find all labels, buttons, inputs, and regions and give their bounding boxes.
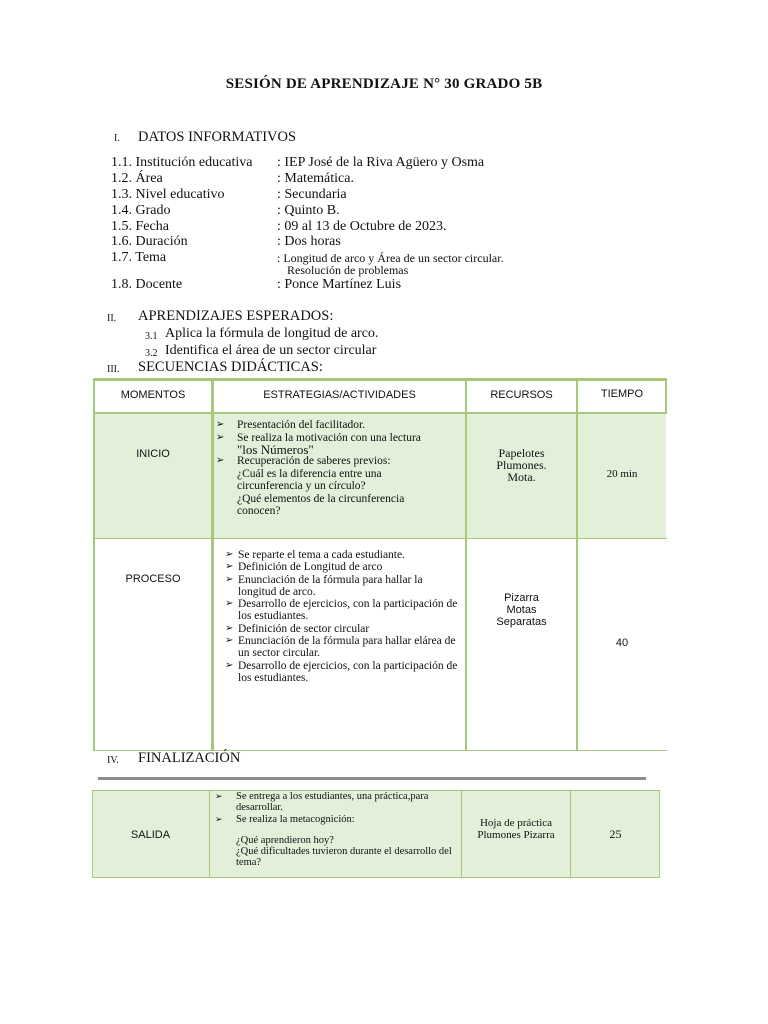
info-label: 1.4. Grado [111,203,171,218]
arrow-bullet-icon: ➢ [225,635,234,647]
momento-proceso: PROCESO [125,573,181,585]
info-label: 1.1. Institución educativa [111,155,253,170]
question-line: conocen? [237,505,281,517]
info-label: 1.7. Tema [111,250,167,265]
info-value: : Secundaria [277,187,347,202]
info-label: 1.5. Fecha [111,219,169,234]
list-item [215,814,459,825]
question-line: ¿Qué dificultades tuvieron durante el desarrollo del tema? [236,846,452,868]
section-4-number: IV. [107,755,119,766]
table-border [93,378,667,381]
activity-text: Se realiza la metacognición: [236,814,355,825]
section-divider [98,777,646,780]
arrow-bullet-icon: ➢ [225,598,234,610]
activity-text: Se realiza la motivación con una lectura [237,431,421,444]
arrow-bullet-icon: ➢ [216,431,225,443]
info-value: : Matemática. [277,171,354,186]
objective-number: 3.1 [145,331,158,342]
activity-text: Presentación del facilitador. [237,419,366,431]
activity-text: Desarrollo de ejercicios, con la participación de los estudiantes. [238,659,458,684]
resource-item: Separatas [496,616,547,628]
header-recursos: RECURSOS [490,389,553,401]
list-item [216,432,461,445]
info-label: 1.3. Nivel educativo [111,187,225,202]
info-value: : 09 al 13 de Octubre de 2023. [277,219,447,234]
activity-text: Enunciación de la fórmula para hallar la longitud de arco. [238,573,423,598]
activity-text: Se entrega a los estudiantes, una práctica,para desarrollar. [236,791,429,813]
list-item [216,455,461,468]
activity-text: Enunciación de la fórmula para hallar elárea de un sector circular. [238,635,456,660]
arrow-bullet-icon: ➢ [215,814,223,824]
section-1-heading: DATOS INFORMATIVOS [138,129,297,145]
table-border [465,378,467,751]
proceso-activities [216,549,461,684]
arrow-bullet-icon: ➢ [225,549,234,560]
table-border [576,378,578,751]
objective-text: Aplica la fórmula de longitud de arco. [165,326,379,341]
inicio-activities [216,419,461,518]
question-line: ¿Cuál es la diferencia entre una [237,467,382,480]
list-item [216,598,461,623]
info-label: 1.2. Área [111,171,163,186]
objective-number: 3.2 [145,348,158,359]
section-2-heading: APRENDIZAJES ESPERADOS: [138,308,334,324]
header-tiempo: TIEMPO [600,388,644,400]
question-line: ¿Qué aprendieron hoy? [236,835,334,846]
section-3-heading: SECUENCIAS DIDÁCTICAS: [138,359,323,375]
momento-salida: SALIDA [130,829,171,841]
activity-text: Definición de sector circular [238,622,370,635]
list-item [216,574,461,599]
list-item [216,635,461,660]
table-border [93,538,667,539]
arrow-bullet-icon: ➢ [216,419,225,430]
question-line: circunferencia y un círculo? [237,480,366,492]
table-border [211,378,214,751]
arrow-bullet-icon: ➢ [216,455,225,466]
list-item [215,791,459,813]
header-momentos: MOMENTOS [120,389,186,401]
list-item [216,660,461,685]
table-border [93,378,95,751]
question-line: ¿Qué elementos de la circunferencia [237,492,405,505]
resource-item: Pizarra [504,592,539,604]
inicio-resources [467,447,576,483]
proceso-resources [467,592,576,628]
lectura-title: "los Números" [237,442,314,457]
resource-item: Plumones. [496,458,547,472]
section-1-number: I. [114,133,120,144]
info-value: : Quinto B. [277,203,340,218]
header-estrategias: ESTRATEGIAS/ACTIVIDADES [263,389,416,401]
info-label: 1.8. Docente [111,277,183,292]
list-item [216,419,461,432]
resource-item: Papelotes [498,446,545,460]
section-4-heading: FINALIZACIÓN [138,750,241,766]
activity-text: Definición de Longitud de arco [238,561,383,574]
resource-item: Mota. [507,470,536,484]
activity-text: Desarrollo de ejercicios, con la participación de los estudiantes. [238,598,458,623]
salida-time: 25 [609,827,622,841]
arrow-bullet-icon: ➢ [215,791,223,801]
table-border [209,790,210,878]
activity-text: Recuperación de saberes previos: [237,455,391,467]
arrow-bullet-icon: ➢ [225,622,234,634]
info-value: : Longitud de arco y Área de un sector circular. [277,251,504,265]
info-value: : Ponce Martínez Luis [277,277,402,292]
page-title: SESIÓN DE APRENDIZAJE N° 30 GRADO 5B [225,76,543,92]
table-border [93,412,667,414]
salida-activities [215,791,459,868]
section-2-number: II. [107,313,117,324]
arrow-bullet-icon: ➢ [225,573,234,585]
inicio-time: 20 min [606,468,638,480]
resource-item: Hoja de práctica [479,817,553,829]
momento-inicio: INICIO [136,448,170,460]
list-item [216,623,461,635]
info-value: : IEP José de la Riva Agüero y Osma [277,155,485,170]
info-value: : Dos horas [277,234,341,249]
list-item [216,549,461,561]
resource-item: Motas [506,604,537,616]
arrow-bullet-icon: ➢ [225,561,234,573]
info-value-continued: Resolución de problemas [287,263,409,277]
info-label: 1.6. Duración [111,234,188,249]
activity-text: Se reparte el tema a cada estudiante. [238,549,405,561]
arrow-bullet-icon: ➢ [225,659,234,671]
objective-text: Identifica el área de un sector circular [165,343,377,358]
proceso-time: 40 [615,637,629,649]
salida-resources [462,817,570,841]
section-3-number: III. [107,364,120,375]
list-item [216,561,461,573]
resource-item: Plumones Pizarra [477,829,555,841]
